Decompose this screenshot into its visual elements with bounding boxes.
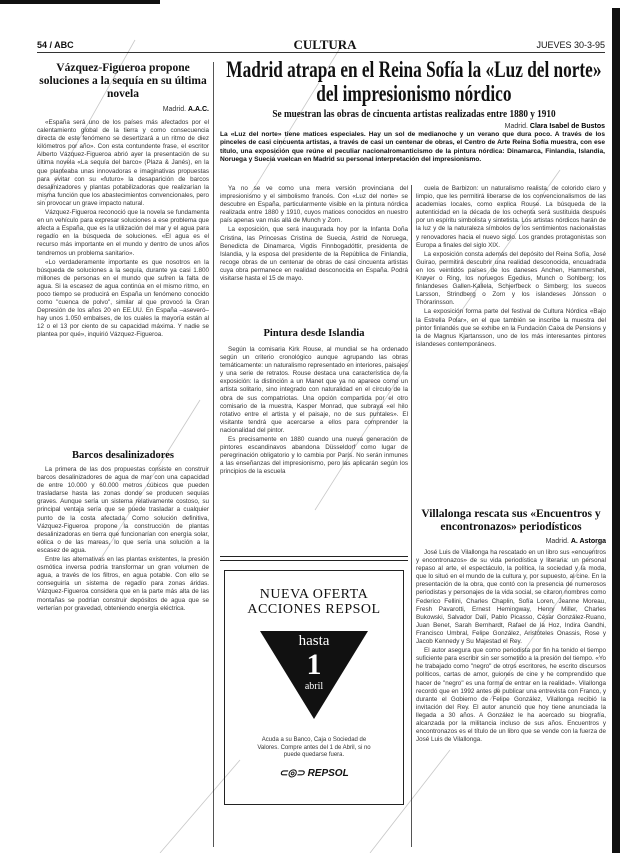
byline-author: A. Astorga (570, 538, 606, 545)
left-column (37, 62, 209, 847)
subheading: Pintura desde Islandia (263, 328, 365, 339)
scan-edge (612, 8, 620, 853)
paragraph: «España será uno de los países más afectados por el calentamiento global de la tierra y como consecuencia directa de este fenómeno se desertizará a un ritmo de diez kilómetros por año». Con esta contundente frase, el escritor Alberto Vázquez-Figueroa abrió ayer la presentación de su última novela «La sequía del barco» (Plaza & Janés), en la que planteaba unas innovadoras e imaginativas propuestas para evitar con su «futuro» la desaparición de barcos desalinizadores y plantas potabilizadoras que realizarían la misma función que los abastecimientos convencionales, pero sin provocar un grave impacto natural. (37, 119, 209, 207)
section-title: CULTURA (293, 37, 357, 52)
byline-city: Madrid. (504, 123, 528, 130)
ad-body: Acuda a su Banco, Caja o Sociedad de Valores. Compre antes del 1 de Abril, si no puede quedarse fuera. (257, 737, 371, 758)
paragraph: cuela de Barbizon: un naturalismo realista, de colorido claro y limpio, que les permitirá liberarse de los convencionalismos de las academias locales, como explica Rouse. La búsqueda de la autenticidad en la década de los ochenta será sustituida después por un espíritu simbolista y sintetista. Los artistas nórdicos harán de la luz y de la naturaleza símbolos de los sentimientos nacionalistas y renovadores hacia el nuevo siglo. Los grandes protagonistas son Europa a finales del siglo XIX. (416, 185, 606, 249)
subheading: Barcos desalinizadores (72, 450, 174, 461)
double-rule (220, 556, 408, 561)
byline-city: Madrid. (545, 538, 569, 545)
main-lead: La «Luz del norte» tiene matices especiales. Hay un sol de medianoche y un verano que dura poco. A través de los pinceles de casi cincuenta artistas, a través de casi un centenar de obras, el Centro de Arte Reina Sofía muestra, con ese título, una exposición que reúne el peculiar nacionalromanticismo de la pintura nórdica: Dinamarca, Finlandia, Islandia, Noruega y Suecia vuelcan en Madrid su personal interpretación del impresionismo. (220, 131, 605, 164)
paragraph: Es precisamente en 1880 cuando una nueva generación de pintores escandinavos abandona Düsseldorf como lugar de peregrinación obligatorio y lo cambia por París. No serán inmunes a las enseñanzas del impresionismo, pero las aplicarán según los principios de la escuela (220, 436, 408, 476)
right-headline: Villalonga rescata sus «Encuentros y encontronazos» periodísticos (421, 508, 601, 533)
paragraph: La exposición, que será inaugurada hoy por la Infanta Doña Cristina, las Princesas Cristina de Suecia, Astrid de Noruega, Benedicta de Dinamarca, Vigdis Finnbogadóttir, presidenta de Islandia, y la esposa del presidente de la República de Finlandia, recoge obras de un centenar de obras de casi cincuenta artistas cuya obra permanece en realidad desconocida en España. Podrá visitarse hasta el 15 de mayo. (220, 226, 408, 283)
paragraph: La primera de las dos propuestas consiste en construir barcos desalinizadores de agua de mar con una capacidad de entre 10.000 y 60.000 metros cúbicos que pueden trasladarse hasta las zonas donde se producen sequías graves. Aunque sería un sistema relativamente costoso, su principal ventaja sería que se puede trasladar a cualquier punto de la costa afectada. Como solución definitiva, Vázquez-Figueroa propone la construcción de plantas desalinizadoras en tierra que funcionarían con energía solar, eólica o de las mareas, lo que sería una solución a la escasez de agua. (37, 466, 209, 554)
main-headline: Madrid atrapa en el Reina Sofía la «Luz del norte» del impresionismo nórdico (226, 58, 602, 106)
ad-hasta: hasta (298, 633, 330, 649)
column-divider (213, 62, 214, 847)
paragraph: José Luis de Vilallonga ha rescatado en un libro sus «encuentros y encontronazos» de su vida periodística y literaria: un personal repaso al arte, el espectáculo, la política, la sociedad y la moda, que lo situó en el mundo de la cultura y, por supuesto, al cine. En la presentación de la obra, que contó con la presencia de numerosos periodistas y personajes de la vida social, se citaron nombres como Federico Fellini, Charles Chaplin, Sofía Loren, Jeanne Moreau, Fresh Pavarotti, Ernest Hemingway, Henry Miller, Charles Bukowski, Salvador Dalí, Pablo Picasso, César González-Ruano, Juan Benet, Sarah Bernhardt, Rafael de la Hoz, Indira Gandhi, Francisco Umbral, Felipe González, Aristóteles Onassis, Rose y Jacob Kennedy y Su Majestad el Rey. (416, 549, 606, 646)
repsol-logo: ⊂◎⊃ REPSOL (279, 767, 349, 779)
repsol-logo-icon: ⊂◎⊃ (279, 767, 308, 779)
paragraph: «Lo verdaderamente importante es que nosotros en la búsqueda de soluciones a la sequía, durante ya casi 1.800 millones de personas en el mundo que sufren la falta de agua. Si la escasez de agua continúa en el mismo ritmo, en poco tiempo se producirá en España un fenómeno conocido como "cuenca de polvo", similar al que provocó la Gran Depresión de los años 20 en EE.UU. En España –aseveró– hay unos 1.050 embalses, de los cuales la mayoría están al 12 o el 13 por ciento de su capacidad máxima. Y nadie se plantea por qué», inquirió Vázquez-Figueroa. (37, 258, 209, 339)
paragraph: Según la comisaria Kirk Rouse, al mundial se ha ordenado según un criterio cronológico aunque agrupando las obras temáticamente: un naturalismo representado en interiores, paisajes y una serie de retratos. Rouse destaca una característica de la exposición: la distinción a un Manet que ya no aparece como un artista solitario, sino integrado con naturalidad en el círculo de la obra de sus compatriotas. Una opción compartida por el otro comisario de la muestra, Kasper Monrad, que subraya «el hilo rotativo entre el artista y el paisaje, no de sus puntales». El visitante tendrá que acercarse a ellos para comprender la nacionalidad del pintor. (220, 346, 408, 434)
ad-title-line1: NUEVA OFERTA (259, 587, 369, 602)
top-bar (0, 0, 160, 4)
byline-author: Clara Isabel de Bustos (529, 123, 605, 130)
main-subhead: Se muestran las obras de cincuenta artistas realizadas entre 1880 y 1910 (272, 109, 556, 120)
header-rule (37, 52, 605, 53)
main-header (220, 58, 608, 182)
left-headline: Vázquez-Figueroa propone soluciones a la sequía en su última novela (39, 62, 207, 100)
paragraph: La exposición consta además del depósito del Reina Sofía, José Guirao, permitirá descubrir una realidad desconocida, encuadrada en los veintidós países de los daneses Anchen, Hammershøi, Krøyer o Ring, los noruegos Egedius, Munch o Sohlberg; los finlandeses Gallen-Kallela, Schjerfbeck o Simberg; los suecos Larsson, Strindberg o Zorn y los islandeses Jónsson o Thórarinsson. (416, 250, 606, 307)
byline-city: Madrid. (162, 106, 187, 113)
paragraph: Ya no se ve como una mera versión provinciana del impresionismo y el simbolismo francés. Con «Luz del norte» se descubre en España, particularmente visible en la pintura nórdica realizada entre 1880 y 1910, cuyos matices conocidos en nuestro país apenas van más allá de Munch y Zorn. (220, 185, 408, 225)
paragraph: El autor asegura que como periodista por fin ha tenido el tiempo suficiente para escribir sin ser sometido a la presión del tiempo. «Yo he trabajado como "negro" de otros escritores, he escrito discursos políticos, cartas de amor, guiones de cine y he comprendido que hacer de "negro" es una forma de entrar en la realidad». Vilallonga recordó que en 1992 antes de publicar una entrevista con Franco, y durante el Gobierno de Felipe González, Vilallonga recibió la invitación del Rey. El autor anunció que hoy tiene anunciada la llegada a 30 años. A González le ha acercado su biografía, alcanzada por la militancia incluso de sus años. Encuentros y encontronazos es el título de un libro que se vende con la fuerza de José Luis de Vilallonga. (416, 647, 606, 744)
paragraph: La exposición forma parte del festival de Cultura Nórdica «Bajo la Estrella Polar», en el que también se inscribe la muestra del pintor finlandés que se exhibe en la Fundación Caixa de Pensions y la de Magnus Kjartansson, uno de los más interesantes pintores islandeses contemporáneos. (416, 308, 606, 348)
ad-day: 1 (306, 648, 322, 681)
byline-author: A.A.C. (188, 106, 209, 113)
ad-month: abril (304, 681, 324, 692)
issue-date: JUEVES 30-3-95 (536, 40, 605, 50)
column-divider (411, 185, 412, 847)
repsol-advertisement[interactable] (224, 570, 404, 805)
triangle-badge (260, 631, 368, 719)
ad-title-line2: ACCIONES REPSOL (247, 602, 381, 617)
paragraph: Vázquez-Figueroa reconoció que la novela se fundamenta en un vehículo para expresar soluciones a ese problema que afecta a España, que es la utilización del mar y el agua para regadío en la búsqueda de soluciones. «El agua es el recurso más importante en el mundo y dentro de unos años tendremos un problema sanitario». (37, 209, 209, 257)
paragraph: Entre las alternativas en las plantas existentes, la presión osmótica inversa podría transformar un gran volumen de agua, a través de los filtros, en agua potable. Con ello se conseguiría un sistema de regadío para zonas áridas. Vázquez-Figueroa considera que en la parte más alta de las montañas se podrían construir depósitos de agua que se verterían por gravedad, obteniendo energía eléctrica. (37, 556, 209, 612)
page-number: 54 / ABC (37, 40, 74, 50)
